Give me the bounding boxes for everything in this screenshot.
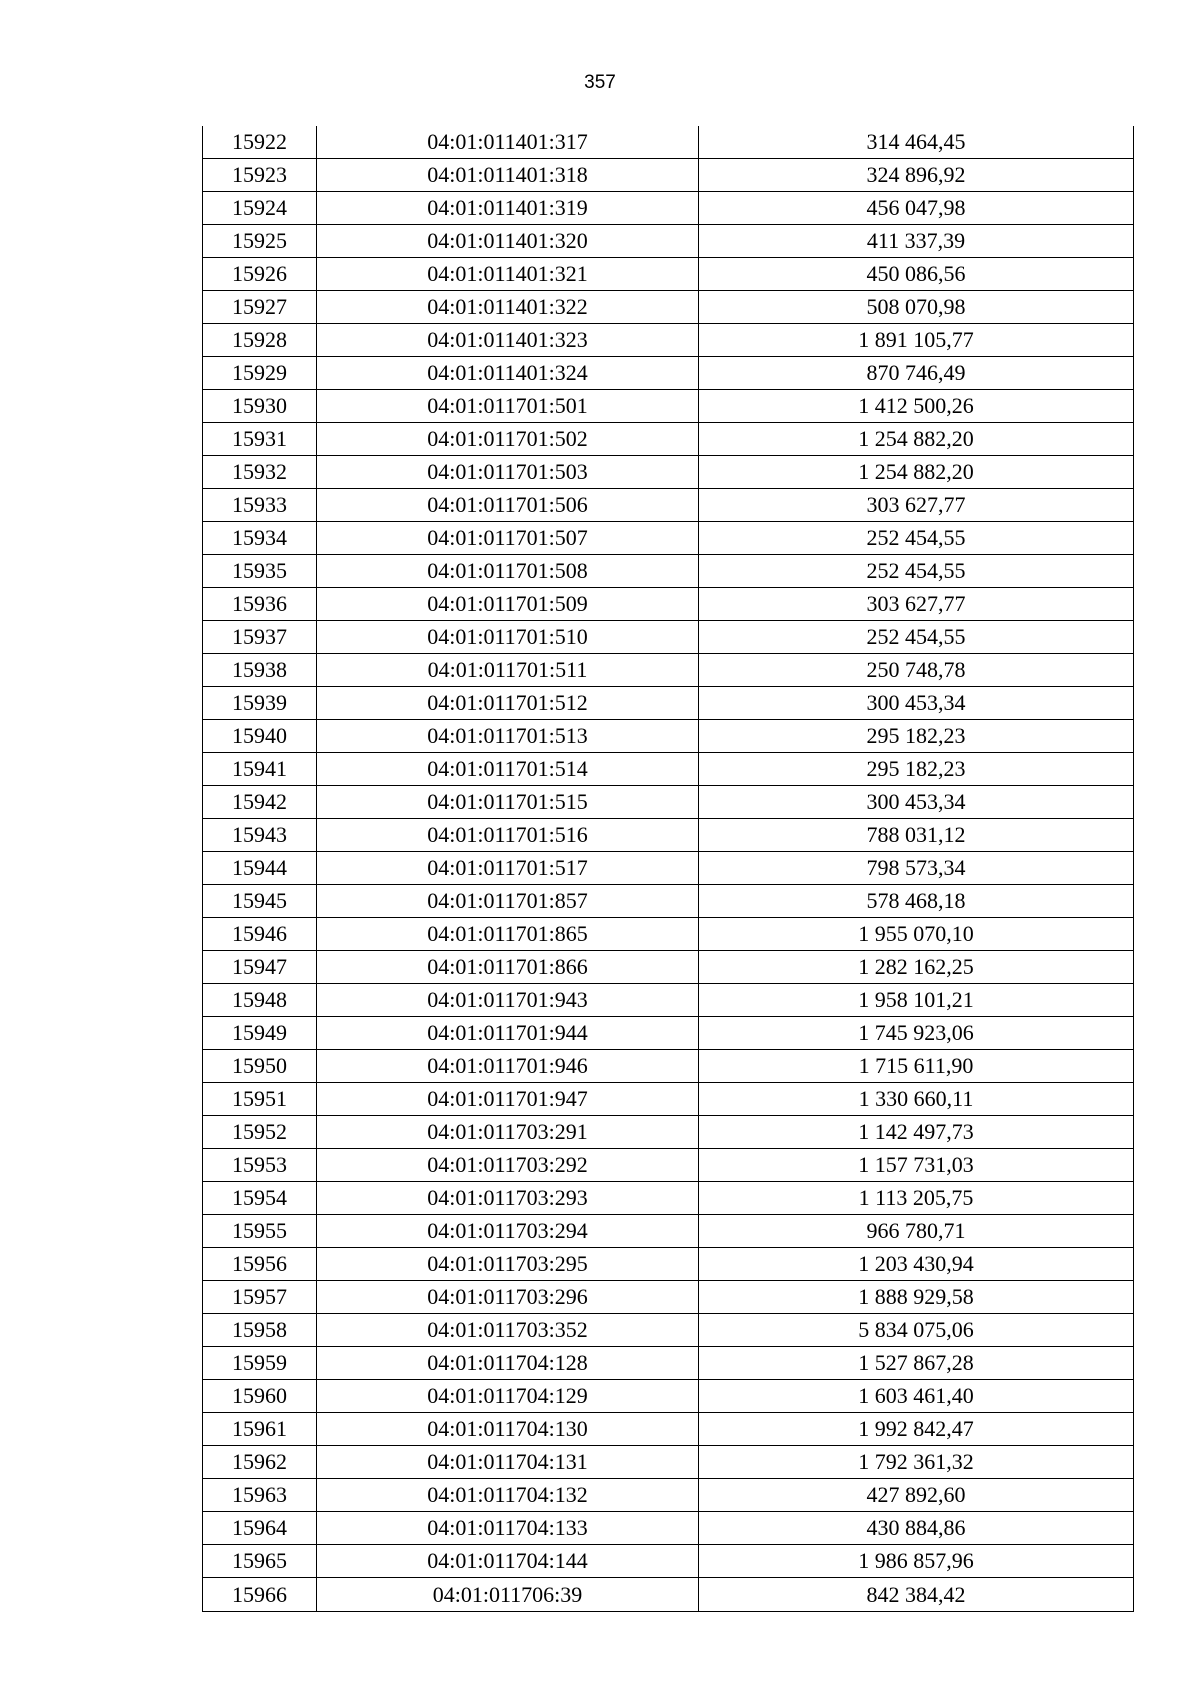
table-row — [203, 918, 1134, 951]
cadastral-value-cell: 1 203 430,94 — [699, 1248, 1134, 1281]
cadastral-value-cell: 1 792 361,32 — [699, 1446, 1134, 1479]
cadastral-value-cell: 1 986 857,96 — [699, 1545, 1134, 1578]
cadastral-value-cell: 295 182,23 — [699, 753, 1134, 786]
cadastral-value-cell: 303 627,77 — [699, 588, 1134, 621]
cadastral-number-cell: 04:01:011701:508 — [317, 555, 699, 588]
row-number-cell: 15958 — [203, 1314, 317, 1347]
page-number: 357 — [584, 72, 616, 93]
cadastral-value-cell: 295 182,23 — [699, 720, 1134, 753]
row-number-cell: 15933 — [203, 489, 317, 522]
row-number-cell: 15959 — [203, 1347, 317, 1380]
row-number-cell: 15941 — [203, 753, 317, 786]
table-row — [203, 1116, 1134, 1149]
table-row — [203, 522, 1134, 555]
cadastral-value-cell: 427 892,60 — [699, 1479, 1134, 1512]
row-number-cell: 15924 — [203, 192, 317, 225]
table-row — [203, 852, 1134, 885]
table-body — [203, 126, 1134, 1612]
cadastral-value-cell: 1 888 929,58 — [699, 1281, 1134, 1314]
cadastral-number-cell: 04:01:011401:321 — [317, 258, 699, 291]
row-number-cell: 15949 — [203, 1017, 317, 1050]
table-row — [203, 555, 1134, 588]
row-number-cell: 15954 — [203, 1182, 317, 1215]
table-row — [203, 1314, 1134, 1347]
row-number-cell: 15955 — [203, 1215, 317, 1248]
cadastral-value-cell: 966 780,71 — [699, 1215, 1134, 1248]
table-row — [203, 621, 1134, 654]
row-number-cell: 15966 — [203, 1578, 317, 1612]
table-row — [203, 1578, 1134, 1612]
cadastral-number-cell: 04:01:011701:503 — [317, 456, 699, 489]
row-number-cell: 15947 — [203, 951, 317, 984]
cadastral-number-cell: 04:01:011701:511 — [317, 654, 699, 687]
table-row — [203, 456, 1134, 489]
cadastral-number-cell: 04:01:011401:319 — [317, 192, 699, 225]
cadastral-number-cell: 04:01:011706:39 — [317, 1578, 699, 1612]
cadastral-number-cell: 04:01:011704:132 — [317, 1479, 699, 1512]
cadastral-number-cell: 04:01:011701:506 — [317, 489, 699, 522]
table-row — [203, 1479, 1134, 1512]
table-row — [203, 1083, 1134, 1116]
cadastral-number-cell: 04:01:011701:866 — [317, 951, 699, 984]
row-number-cell: 15926 — [203, 258, 317, 291]
cadastral-number-cell: 04:01:011701:513 — [317, 720, 699, 753]
cadastral-number-cell: 04:01:011701:510 — [317, 621, 699, 654]
cadastral-number-cell: 04:01:011401:322 — [317, 291, 699, 324]
row-number-cell: 15950 — [203, 1050, 317, 1083]
cadastral-number-cell: 04:01:011704:144 — [317, 1545, 699, 1578]
row-number-cell: 15932 — [203, 456, 317, 489]
row-number-cell: 15923 — [203, 159, 317, 192]
cadastral-value-cell: 578 468,18 — [699, 885, 1134, 918]
cadastral-value-cell: 411 337,39 — [699, 225, 1134, 258]
row-number-cell: 15948 — [203, 984, 317, 1017]
cadastral-value-cell: 252 454,55 — [699, 621, 1134, 654]
row-number-cell: 15960 — [203, 1380, 317, 1413]
row-number-cell: 15944 — [203, 852, 317, 885]
table-row — [203, 1281, 1134, 1314]
cadastral-value-cell: 300 453,34 — [699, 786, 1134, 819]
cadastral-value-cell: 1 527 867,28 — [699, 1347, 1134, 1380]
row-number-cell: 15961 — [203, 1413, 317, 1446]
cadastral-number-cell: 04:01:011701:507 — [317, 522, 699, 555]
cadastral-number-cell: 04:01:011704:130 — [317, 1413, 699, 1446]
cadastral-value-cell: 1 603 461,40 — [699, 1380, 1134, 1413]
table-row — [203, 687, 1134, 720]
row-number-cell: 15951 — [203, 1083, 317, 1116]
table-row — [203, 423, 1134, 456]
cadastral-value-cell: 1 157 731,03 — [699, 1149, 1134, 1182]
cadastral-value-cell: 303 627,77 — [699, 489, 1134, 522]
cadastral-number-cell: 04:01:011703:294 — [317, 1215, 699, 1248]
cadastral-number-cell: 04:01:011701:514 — [317, 753, 699, 786]
cadastral-value-cell: 1 891 105,77 — [699, 324, 1134, 357]
table-row — [203, 1347, 1134, 1380]
cadastral-value-cell: 798 573,34 — [699, 852, 1134, 885]
table-row — [203, 786, 1134, 819]
cadastral-number-cell: 04:01:011701:943 — [317, 984, 699, 1017]
cadastral-value-cell: 324 896,92 — [699, 159, 1134, 192]
table-row — [203, 390, 1134, 423]
cadastral-number-cell: 04:01:011704:128 — [317, 1347, 699, 1380]
cadastral-value-cell: 788 031,12 — [699, 819, 1134, 852]
table-row — [203, 1149, 1134, 1182]
cadastral-number-cell: 04:01:011703:292 — [317, 1149, 699, 1182]
table-row — [203, 258, 1134, 291]
row-number-cell: 15964 — [203, 1512, 317, 1545]
cadastral-number-cell: 04:01:011701:501 — [317, 390, 699, 423]
row-number-cell: 15952 — [203, 1116, 317, 1149]
cadastral-value-cell: 1 254 882,20 — [699, 423, 1134, 456]
cadastral-value-cell: 314 464,45 — [699, 126, 1134, 159]
cadastral-number-cell: 04:01:011701:502 — [317, 423, 699, 456]
cadastral-value-table — [202, 126, 1134, 1612]
table-row — [203, 324, 1134, 357]
row-number-cell: 15930 — [203, 390, 317, 423]
row-number-cell: 15963 — [203, 1479, 317, 1512]
cadastral-number-cell: 04:01:011704:131 — [317, 1446, 699, 1479]
cadastral-number-cell: 04:01:011701:857 — [317, 885, 699, 918]
table-row — [203, 984, 1134, 1017]
row-number-cell: 15943 — [203, 819, 317, 852]
cadastral-value-cell: 252 454,55 — [699, 555, 1134, 588]
table-row — [203, 291, 1134, 324]
row-number-cell: 15957 — [203, 1281, 317, 1314]
table-row — [203, 126, 1134, 159]
row-number-cell: 15953 — [203, 1149, 317, 1182]
cadastral-value-cell: 430 884,86 — [699, 1512, 1134, 1545]
cadastral-number-cell: 04:01:011701:517 — [317, 852, 699, 885]
cadastral-number-cell: 04:01:011701:944 — [317, 1017, 699, 1050]
cadastral-number-cell: 04:01:011703:296 — [317, 1281, 699, 1314]
row-number-cell: 15927 — [203, 291, 317, 324]
table-row — [203, 885, 1134, 918]
table-row — [203, 1215, 1134, 1248]
cadastral-value-cell: 1 412 500,26 — [699, 390, 1134, 423]
row-number-cell: 15937 — [203, 621, 317, 654]
table-row — [203, 1017, 1134, 1050]
cadastral-value-cell: 1 282 162,25 — [699, 951, 1134, 984]
cadastral-value-cell: 450 086,56 — [699, 258, 1134, 291]
row-number-cell: 15965 — [203, 1545, 317, 1578]
table-row — [203, 588, 1134, 621]
row-number-cell: 15945 — [203, 885, 317, 918]
cadastral-value-cell: 1 330 660,11 — [699, 1083, 1134, 1116]
cadastral-number-cell: 04:01:011701:946 — [317, 1050, 699, 1083]
row-number-cell: 15956 — [203, 1248, 317, 1281]
row-number-cell: 15928 — [203, 324, 317, 357]
table-row — [203, 192, 1134, 225]
cadastral-number-cell: 04:01:011401:320 — [317, 225, 699, 258]
cadastral-value-cell: 456 047,98 — [699, 192, 1134, 225]
table-row — [203, 225, 1134, 258]
row-number-cell: 15936 — [203, 588, 317, 621]
row-number-cell: 15935 — [203, 555, 317, 588]
table-row — [203, 753, 1134, 786]
table-row — [203, 819, 1134, 852]
cadastral-number-cell: 04:01:011703:293 — [317, 1182, 699, 1215]
row-number-cell: 15942 — [203, 786, 317, 819]
row-number-cell: 15929 — [203, 357, 317, 390]
cadastral-value-cell: 1 958 101,21 — [699, 984, 1134, 1017]
row-number-cell: 15922 — [203, 126, 317, 159]
table-row — [203, 1182, 1134, 1215]
cadastral-number-cell: 04:01:011401:317 — [317, 126, 699, 159]
row-number-cell: 15925 — [203, 225, 317, 258]
cadastral-value-cell: 1 254 882,20 — [699, 456, 1134, 489]
cadastral-number-cell: 04:01:011704:133 — [317, 1512, 699, 1545]
table-row — [203, 489, 1134, 522]
cadastral-value-cell: 252 454,55 — [699, 522, 1134, 555]
cadastral-value-cell: 1 745 923,06 — [699, 1017, 1134, 1050]
cadastral-number-cell: 04:01:011701:509 — [317, 588, 699, 621]
table-row — [203, 159, 1134, 192]
cadastral-number-cell: 04:01:011701:516 — [317, 819, 699, 852]
cadastral-value-cell: 250 748,78 — [699, 654, 1134, 687]
cadastral-number-cell: 04:01:011401:318 — [317, 159, 699, 192]
row-number-cell: 15962 — [203, 1446, 317, 1479]
table-row — [203, 1380, 1134, 1413]
table-row — [203, 357, 1134, 390]
table-row — [203, 1446, 1134, 1479]
cadastral-number-cell: 04:01:011701:515 — [317, 786, 699, 819]
cadastral-number-cell: 04:01:011701:947 — [317, 1083, 699, 1116]
cadastral-number-cell: 04:01:011703:295 — [317, 1248, 699, 1281]
cadastral-value-cell: 1 992 842,47 — [699, 1413, 1134, 1446]
cadastral-value-cell: 1 142 497,73 — [699, 1116, 1134, 1149]
cadastral-number-cell: 04:01:011703:352 — [317, 1314, 699, 1347]
table-row — [203, 720, 1134, 753]
cadastral-value-cell: 870 746,49 — [699, 357, 1134, 390]
cadastral-number-cell: 04:01:011401:324 — [317, 357, 699, 390]
row-number-cell: 15931 — [203, 423, 317, 456]
cadastral-value-cell: 842 384,42 — [699, 1578, 1134, 1612]
table-row — [203, 1545, 1134, 1578]
cadastral-value-cell: 1 955 070,10 — [699, 918, 1134, 951]
table-row — [203, 654, 1134, 687]
cadastral-value-cell: 300 453,34 — [699, 687, 1134, 720]
cadastral-value-cell: 508 070,98 — [699, 291, 1134, 324]
row-number-cell: 15939 — [203, 687, 317, 720]
row-number-cell: 15940 — [203, 720, 317, 753]
cadastral-number-cell: 04:01:011703:291 — [317, 1116, 699, 1149]
cadastral-number-cell: 04:01:011701:865 — [317, 918, 699, 951]
cadastral-value-cell: 1 715 611,90 — [699, 1050, 1134, 1083]
cadastral-number-cell: 04:01:011401:323 — [317, 324, 699, 357]
table-row — [203, 1050, 1134, 1083]
table-row — [203, 1512, 1134, 1545]
table-row — [203, 1248, 1134, 1281]
cadastral-value-cell: 1 113 205,75 — [699, 1182, 1134, 1215]
row-number-cell: 15946 — [203, 918, 317, 951]
cadastral-number-cell: 04:01:011701:512 — [317, 687, 699, 720]
row-number-cell: 15934 — [203, 522, 317, 555]
cadastral-value-cell: 5 834 075,06 — [699, 1314, 1134, 1347]
row-number-cell: 15938 — [203, 654, 317, 687]
cadastral-number-cell: 04:01:011704:129 — [317, 1380, 699, 1413]
table-row — [203, 1413, 1134, 1446]
table-row — [203, 951, 1134, 984]
